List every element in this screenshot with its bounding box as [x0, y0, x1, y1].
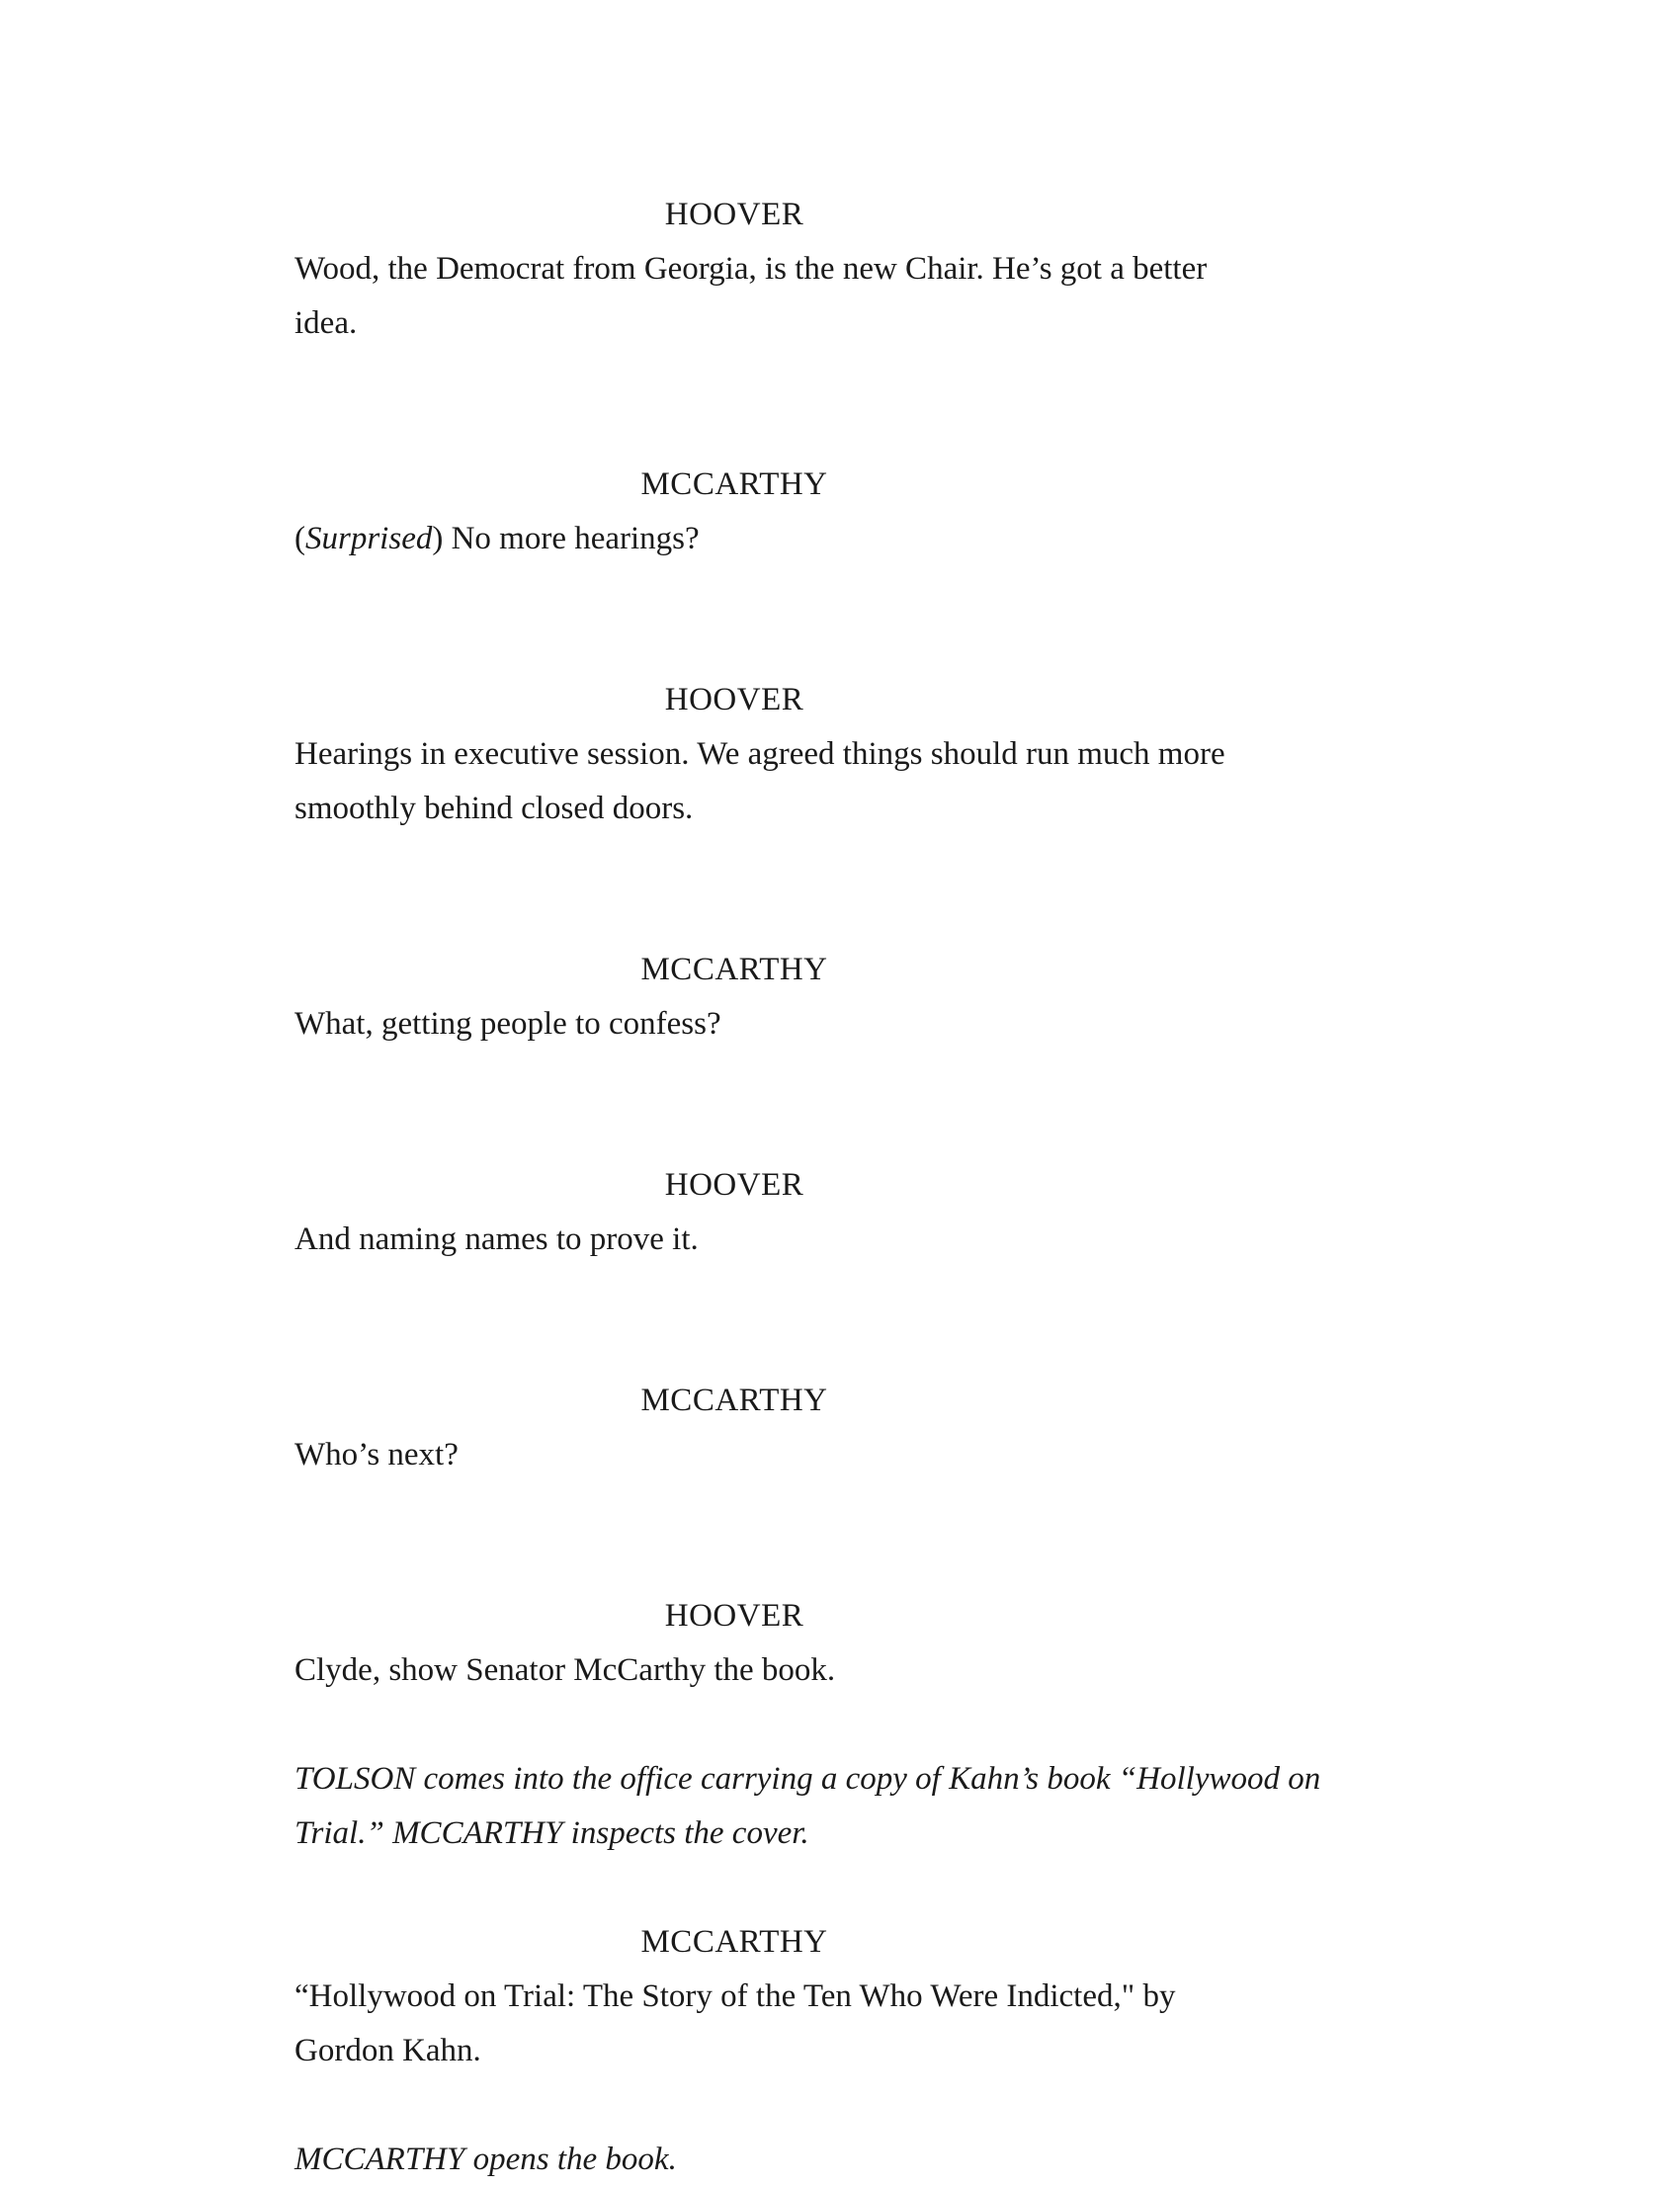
speaker-name: MCCARTHY	[640, 952, 828, 987]
speaker-name: MCCARTHY	[640, 1383, 828, 1418]
action-line: TOLSON comes into the office carrying a copy of Kahn’s book “Hollywood on	[294, 1761, 1321, 1797]
action-description	[294, 1752, 1382, 1861]
speaker-name: HOOVER	[664, 682, 804, 717]
parenthetical: Surprised	[305, 521, 433, 556]
dialogue	[294, 1643, 1382, 1698]
script-body	[294, 188, 1382, 2187]
dialogue	[294, 512, 1382, 566]
dialogue-line: Gordon Kahn.	[294, 2033, 481, 2068]
dialogue	[294, 1970, 1382, 2078]
speaker-name: MCCARTHY	[640, 466, 828, 502]
dialogue-line: And naming names to prove it.	[294, 1221, 699, 1257]
dialogue-line: Hearings in executive session. We agreed things should run much more	[294, 736, 1225, 772]
dialogue-line: smoothly behind closed doors.	[294, 791, 694, 826]
dialogue	[294, 727, 1382, 836]
dialogue-line: Clyde, show Senator McCarthy the book.	[294, 1652, 836, 1688]
action-description	[294, 2133, 1382, 2187]
dialogue	[294, 997, 1382, 1051]
action-line: MCCARTHY opens the book.	[294, 2142, 677, 2177]
dialogue-line: idea.	[294, 305, 358, 341]
dialogue-line: “Hollywood on Trial: The Story of the Ten Who Were Indicted," by	[294, 1978, 1176, 2014]
dialogue-line: No more hearings?	[443, 521, 700, 556]
speaker-name: MCCARTHY	[640, 1924, 828, 1960]
parenthetical-close: )	[432, 521, 444, 556]
dialogue	[294, 1428, 1382, 1482]
dialogue	[294, 242, 1382, 351]
speaker-name: HOOVER	[664, 1167, 804, 1203]
parenthetical-open: (	[294, 521, 305, 556]
dialogue	[294, 1213, 1382, 1267]
dialogue-line: Wood, the Democrat from Georgia, is the new Chair. He’s got a better	[294, 251, 1208, 287]
dialogue-line: What, getting people to confess?	[294, 1006, 721, 1042]
speaker-name: HOOVER	[664, 1598, 804, 1634]
speaker-name: HOOVER	[664, 197, 804, 232]
dialogue-line: Who’s next?	[294, 1437, 459, 1472]
action-line: Trial.” MCCARTHY inspects the cover.	[294, 1815, 809, 1851]
